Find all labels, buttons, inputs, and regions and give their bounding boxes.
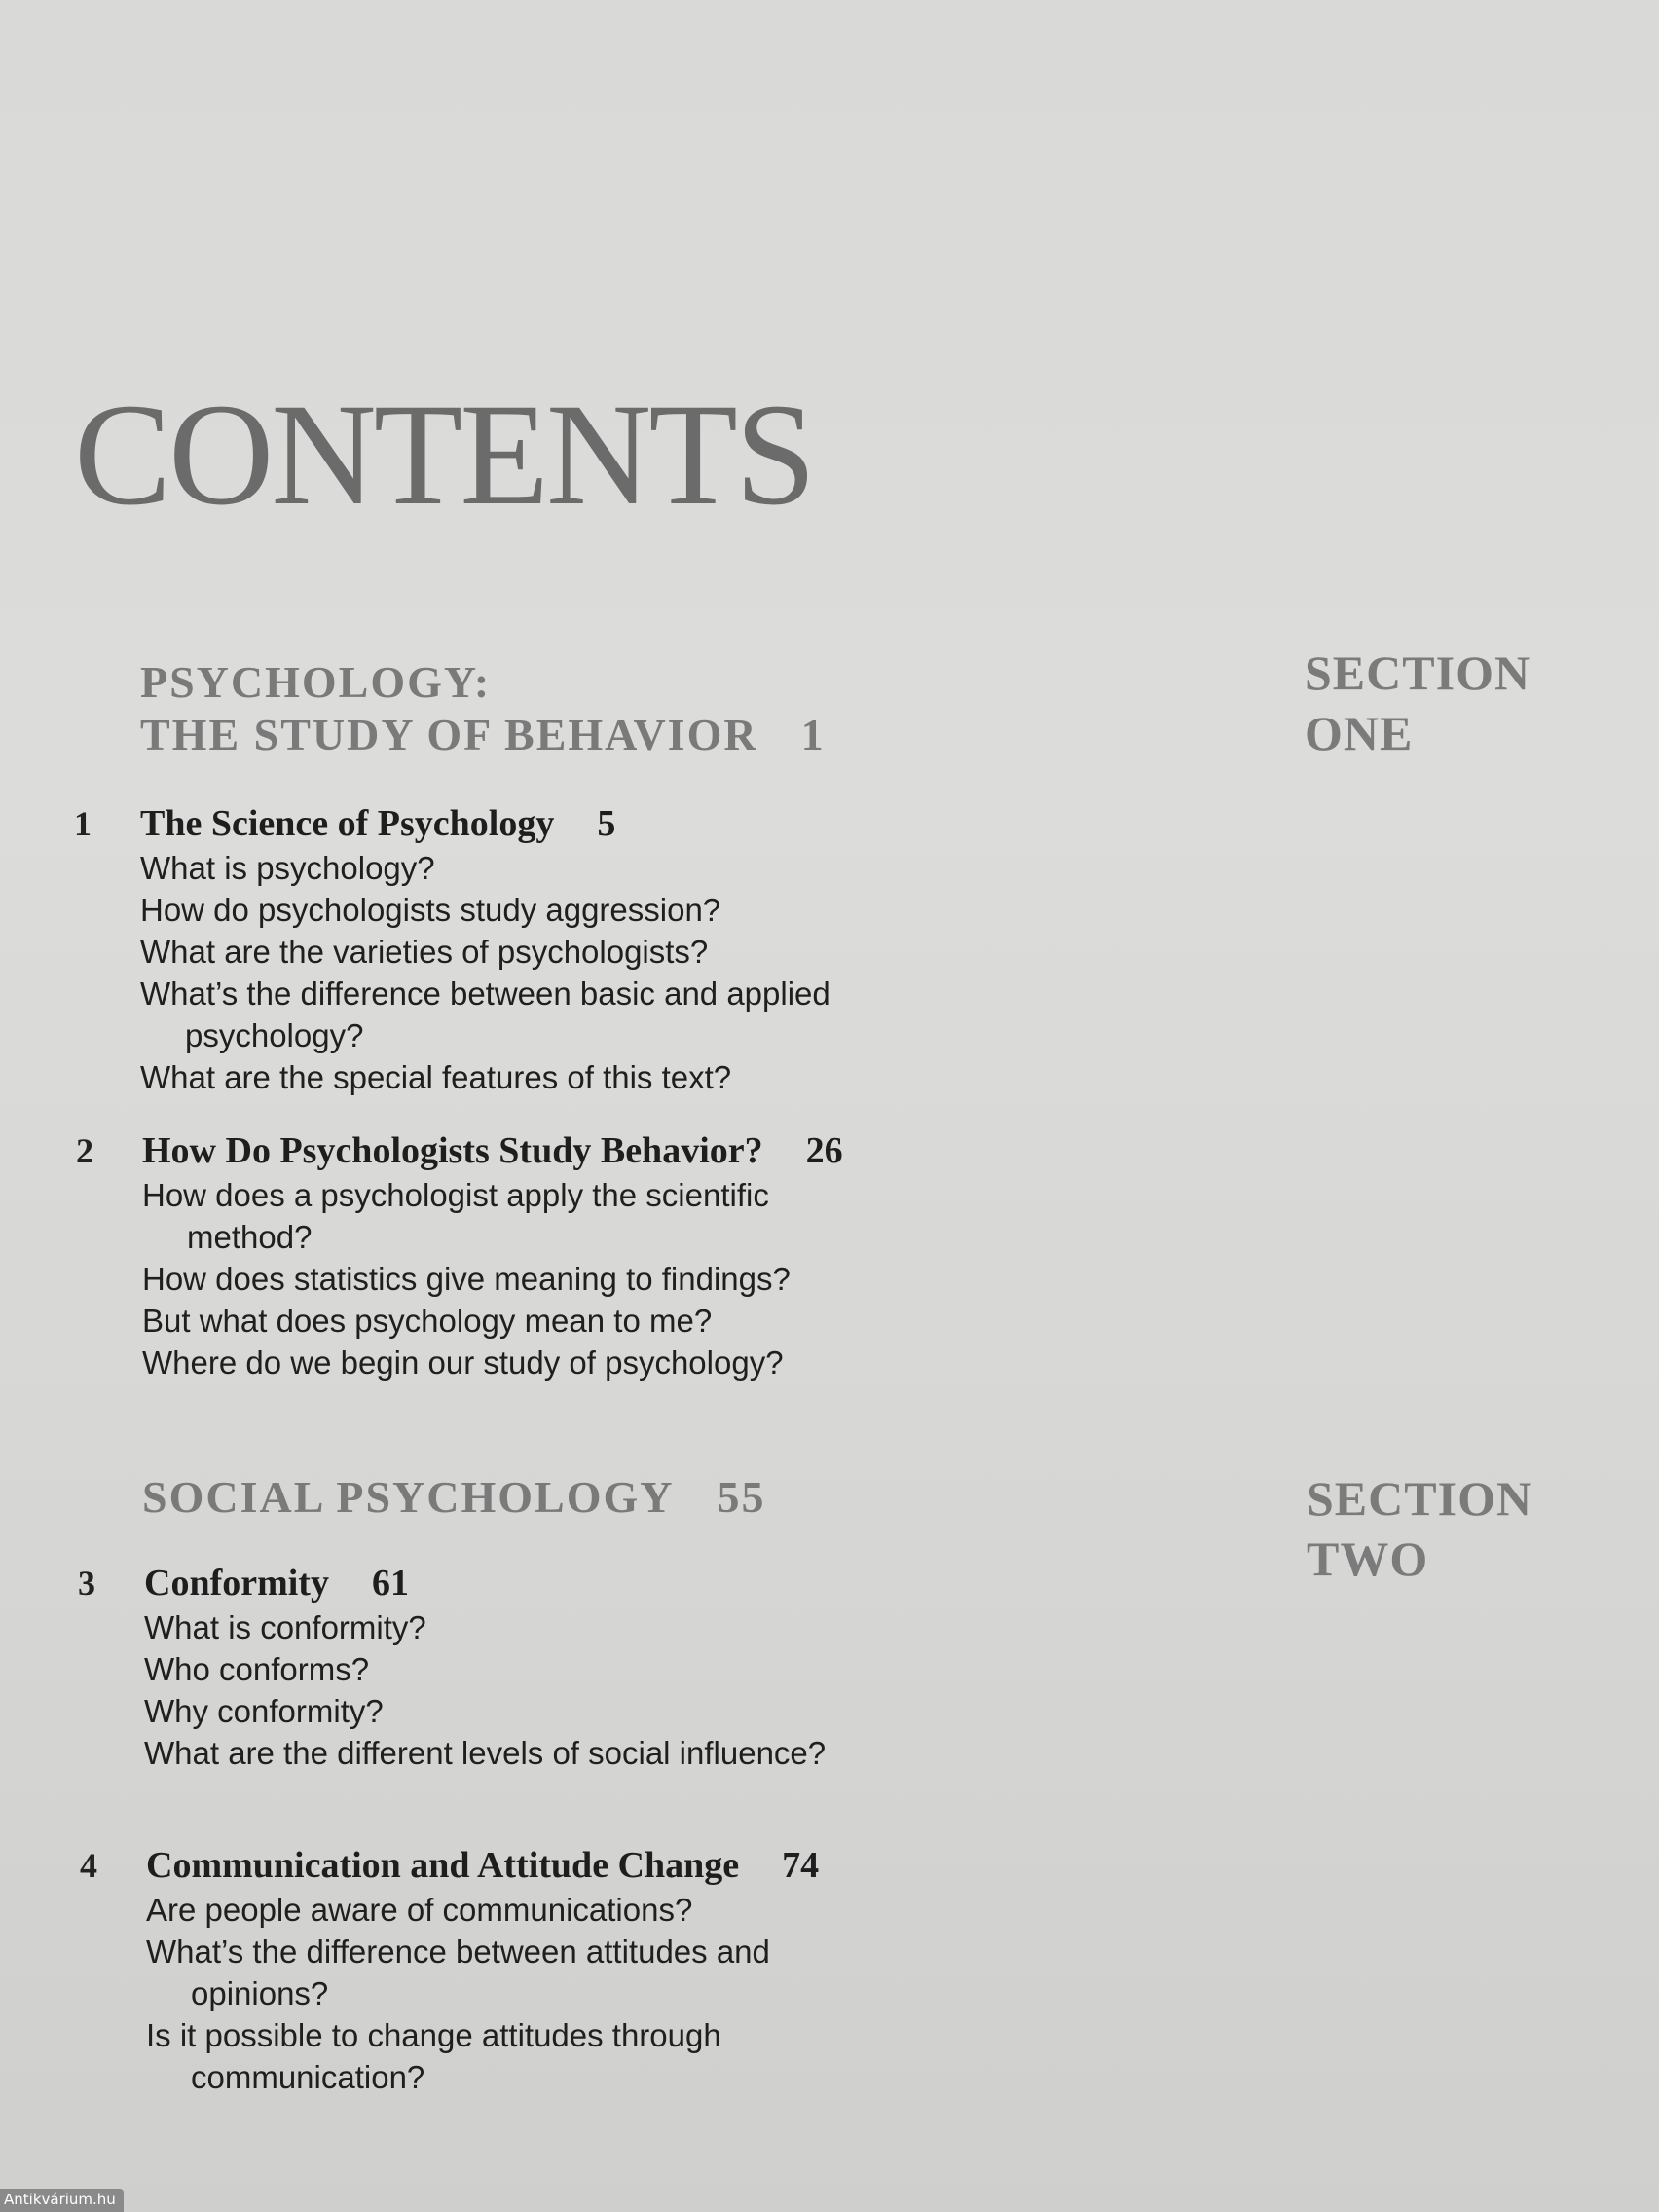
section-two-heading-text: SOCIAL PSYCHOLOGY [142, 1472, 675, 1522]
section-one-page-number: 1 [800, 710, 826, 759]
chapter-2 [76, 1129, 1116, 1383]
chapter-4 [80, 1844, 1120, 2098]
section-one-heading [140, 656, 826, 761]
chapter-1-title: The Science of Psychology [140, 803, 555, 844]
chapter-1 [74, 802, 1114, 1098]
list-item: What is conformity? [144, 1609, 426, 1645]
chapter-3 [78, 1562, 1118, 1774]
list-item: How does a psychologist apply the scientific method? [142, 1177, 769, 1255]
list-item: What are the special features of this text? [140, 1059, 732, 1095]
list-item: How does statistics give meaning to findings? [142, 1261, 791, 1297]
watermark: Antikvárium.hu [0, 2189, 124, 2212]
chapter-4-title: Communication and Attitude Change [146, 1845, 740, 1886]
list-item: What are the different levels of social influence? [144, 1735, 827, 1771]
chapter-2-number: 2 [76, 1131, 93, 1170]
section-one-heading-line1: PSYCHOLOGY: [140, 657, 492, 707]
list-item: What’s the difference between basic and applied psychology? [140, 976, 830, 1053]
section-two-label-line2: TWO [1307, 1531, 1429, 1586]
chapter-3-page-number: 61 [371, 1563, 409, 1604]
chapter-3-title: Conformity [144, 1563, 329, 1604]
list-item: But what does psychology mean to me? [142, 1303, 713, 1339]
list-item: How do psychologists study aggression? [140, 892, 721, 928]
list-item: Why conformity? [144, 1693, 384, 1729]
list-item: What is psychology? [140, 850, 435, 886]
chapter-2-title-line [142, 1129, 1116, 1172]
section-one-label-line1: SECTION [1305, 645, 1531, 700]
section-two-label [1307, 1468, 1532, 1589]
chapter-4-title-line [146, 1844, 1120, 1887]
list-item: Is it possible to change attitudes through communication? [146, 2017, 721, 2095]
chapter-1-number: 1 [74, 804, 92, 843]
chapter-2-questions [142, 1174, 902, 1383]
chapter-3-questions [144, 1606, 865, 1774]
chapter-3-number: 3 [78, 1564, 95, 1603]
list-item: What’s the difference between attitudes and opinions? [146, 1934, 770, 2011]
section-two-heading-line1 [142, 1471, 766, 1524]
section-one-label [1305, 643, 1530, 763]
chapter-4-questions [146, 1889, 915, 2098]
chapter-1-questions [140, 847, 939, 1098]
section-one-heading-line2 [140, 709, 826, 761]
section-one-heading-text: THE STUDY OF BEHAVIOR [140, 710, 758, 759]
page-title: CONTENTS [74, 374, 814, 535]
chapter-4-number: 4 [80, 1846, 97, 1885]
section-two-label-line1: SECTION [1307, 1471, 1533, 1526]
chapter-2-page-number: 26 [805, 1130, 843, 1171]
section-one-label-line2: ONE [1305, 706, 1414, 760]
section-two-page-number: 55 [717, 1472, 766, 1522]
chapter-1-title-line [140, 802, 1114, 845]
list-item: Are people aware of communications? [146, 1892, 693, 1928]
section-two-heading [142, 1471, 766, 1524]
chapter-4-page-number: 74 [782, 1845, 820, 1886]
chapter-3-title-line [144, 1562, 1118, 1604]
chapter-2-title: How Do Psychologists Study Behavior? [142, 1130, 763, 1171]
list-item: What are the varieties of psychologists? [140, 934, 709, 970]
list-item: Who conforms? [144, 1651, 370, 1687]
list-item: Where do we begin our study of psychology? [142, 1345, 784, 1381]
chapter-1-page-number: 5 [597, 803, 616, 844]
